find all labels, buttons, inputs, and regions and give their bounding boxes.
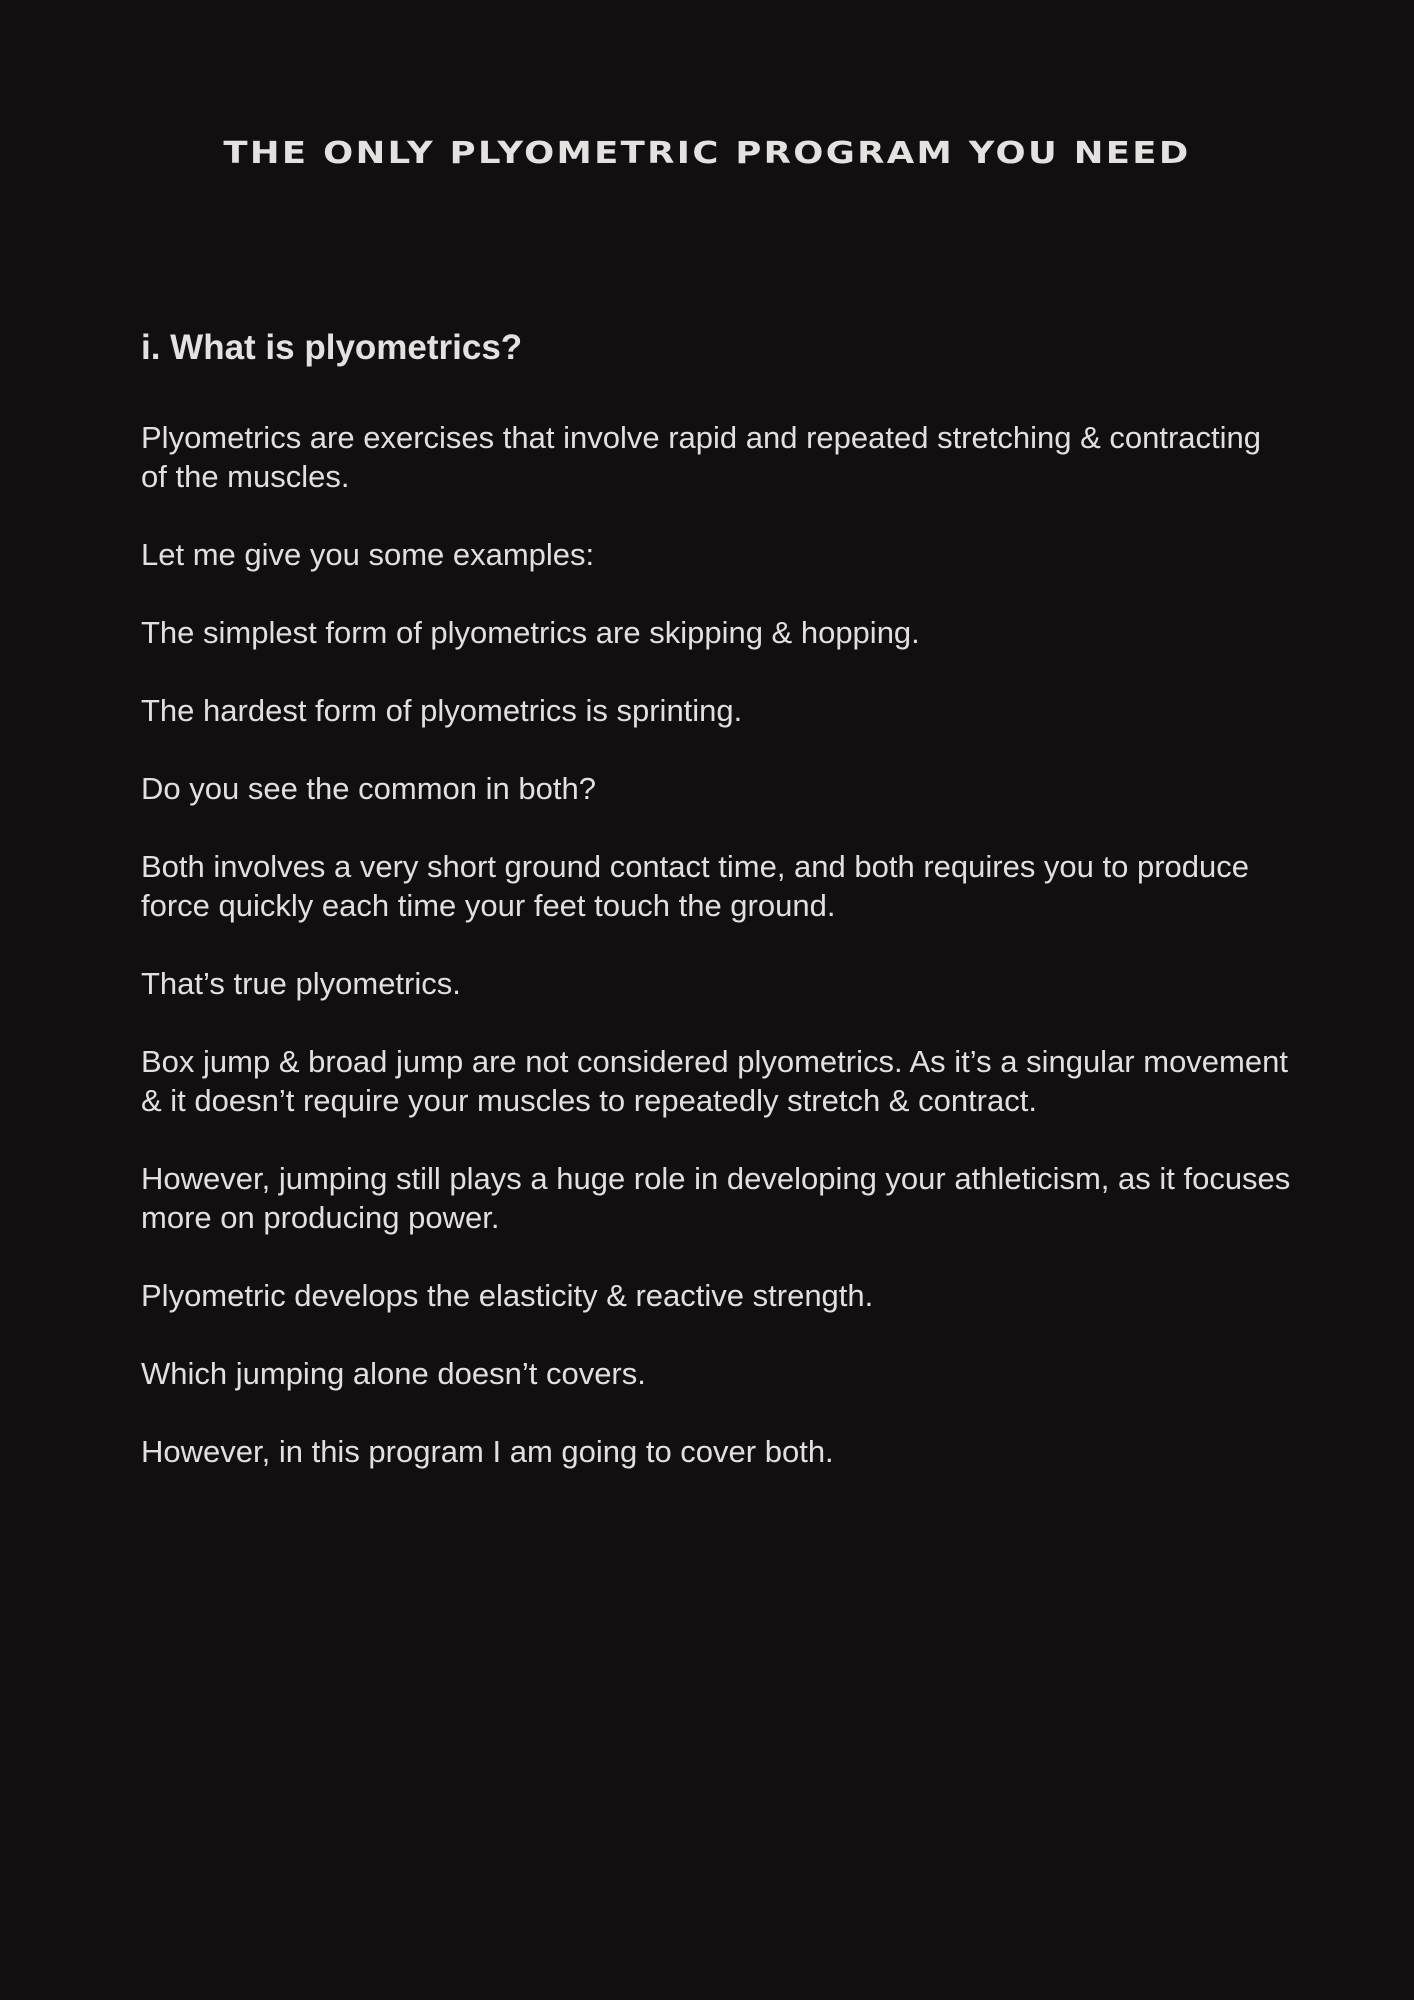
paragraph: Box jump & broad jump are not considered plyometrics. As it’s a singular movement & it doesn’t require your muscles to repeatedly stretch & contract. <box>141 1044 1288 1118</box>
paragraph: The hardest form of plyometrics is sprinting. <box>141 693 743 728</box>
paragraph: However, jumping still plays a huge role in developing your athleticism, as it focuses more on producing power. <box>141 1161 1291 1235</box>
paragraph: That’s true plyometrics. <box>141 966 461 1001</box>
document-title: THE ONLY PLYOMETRIC PROGRAM YOU NEED <box>223 136 1191 171</box>
paragraph: Which jumping alone doesn’t covers. <box>141 1356 646 1391</box>
section-heading: i. What is plyometrics? <box>141 328 523 367</box>
paragraph: Plyometrics are exercises that involve rapid and repeated stretching & contracting of the muscles. <box>141 420 1262 494</box>
paragraph: Do you see the common in both? <box>141 771 596 806</box>
body-text <box>141 418 1291 1510</box>
paragraph: The simplest form of plyometrics are skipping & hopping. <box>141 615 920 650</box>
paragraph: Plyometric develops the elasticity & reactive strength. <box>141 1278 874 1313</box>
paragraph: However, in this program I am going to cover both. <box>141 1434 834 1469</box>
paragraph: Both involves a very short ground contact time, and both requires you to produce force quickly each time your feet touch the ground. <box>141 849 1250 923</box>
paragraph: Let me give you some examples: <box>141 537 595 572</box>
